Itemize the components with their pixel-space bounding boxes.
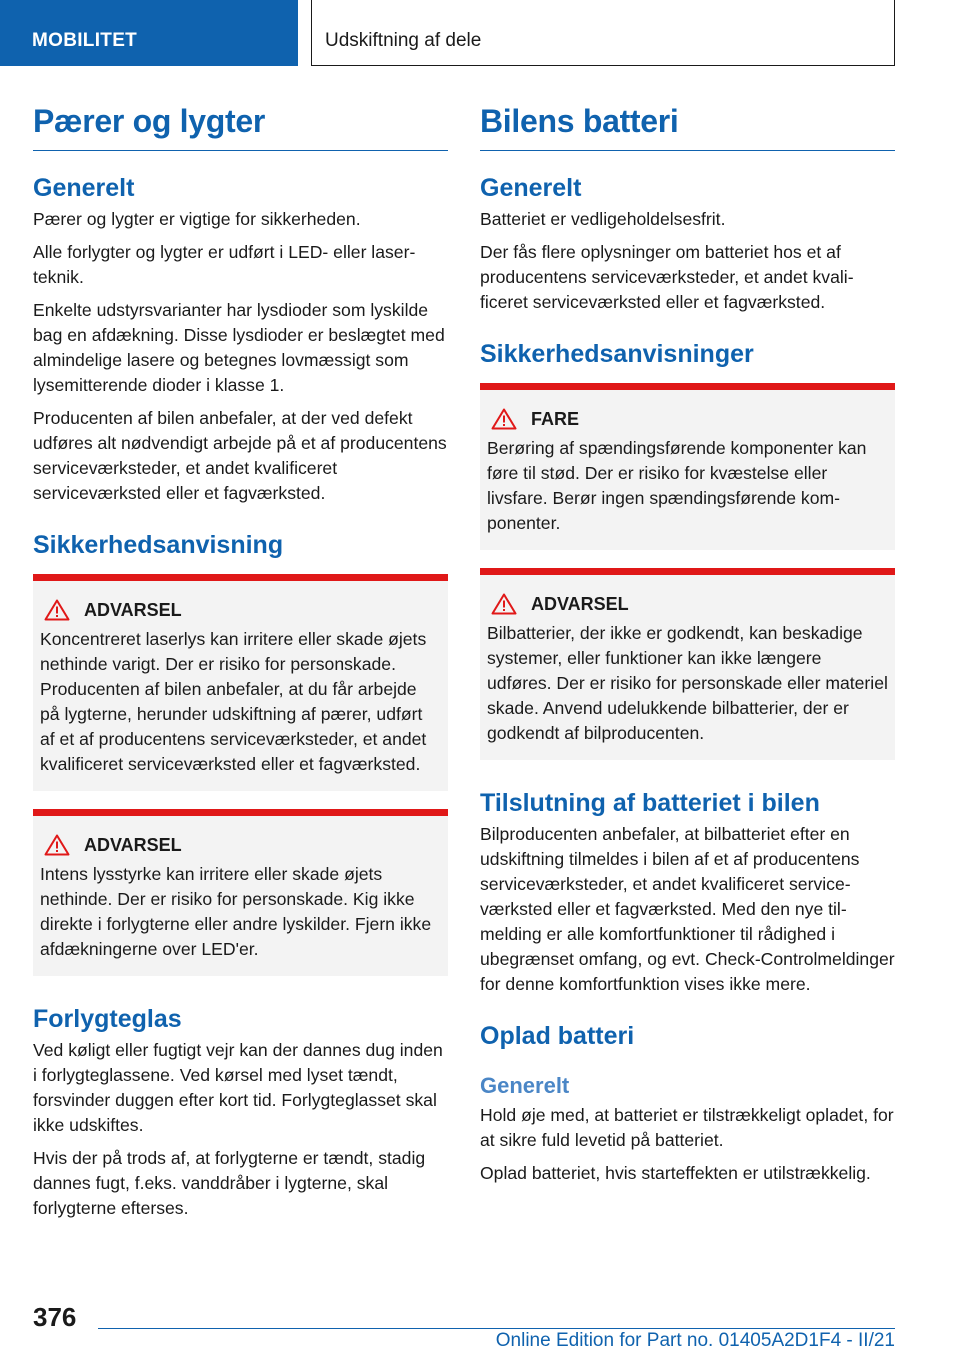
page-number: 376 [33, 1302, 77, 1332]
footer-divider [98, 1328, 895, 1329]
warning-title-text: ADVARSEL [531, 593, 629, 614]
section-label: MOBILITET [32, 30, 138, 51]
heading-battery-connection: Tilslutning af batteriet i bilen [480, 789, 820, 817]
paragraph: Der fås flere oplysninger om batteriet hos et af producentens serviceværksteder, et andet kvalificeret serviceværksted eller et fagværksted. [480, 242, 854, 312]
left-column [33, 103, 448, 1229]
chapter-label: Udskiftning af dele [325, 30, 482, 51]
footer-edition: Online Edition for Part no. 01405A2D1F4 - II/21 [495, 1330, 895, 1351]
paragraph: Ved køligt eller fugtigt vejr kan der dannes dug inden i forlygteglassene. Ved kørsel med lyset tændt, forsvinder duggen efter kort tid. Forlygteglasset skal ikke udskiftes. [33, 1040, 443, 1135]
heading-general: Generelt [33, 174, 135, 202]
danger-text: Berøring af spændingsførende komponenter kan føre til stød. Der er risiko for kvæstelse eller livsfare. Berør ingen spændingsførende komponenter. [487, 438, 867, 533]
heading-general: Generelt [480, 174, 582, 202]
danger-title [487, 408, 888, 430]
heading-safety: Sikkerhedsanvisninger [480, 340, 754, 368]
warning-triangle-icon [44, 599, 70, 621]
section-title-battery: Bilens batteri [480, 103, 895, 151]
heading-headlight-glass: Forlygteglas [33, 1005, 182, 1033]
heading-safety: Sikkerhedsanvisning [33, 531, 284, 559]
warning-title-text: ADVARSEL [84, 599, 182, 620]
warning-triangle-icon [44, 834, 70, 856]
warning-title-text: ADVARSEL [84, 834, 182, 855]
right-column [480, 103, 895, 1194]
subheading-general: Generelt [480, 1073, 570, 1098]
warning-box [33, 574, 448, 791]
paragraph: Bilproducenten anbefaler, at bilbatteriet efter en udskiftning tilmeldes i bilen af et af producentens serviceværksteder, et andet kvalificeret serviceværksted eller et fagværksted. Med den nye tilmelding er alle komfortfunktioner til rådighed i ubegrænset omfang, og evt. Check-Controlmeldinger for denne komfortfunktion vises ikke mere. [480, 824, 895, 994]
warning-triangle-icon [491, 593, 517, 615]
warning-triangle-icon [491, 408, 517, 430]
danger-box [480, 383, 895, 550]
paragraph: Oplad batteriet, hvis starteffekten er utilstrækkelig. [480, 1163, 871, 1183]
warning-text: Intens lysstyrke kan irritere eller skade øjets nethinde. Der er risiko for personskade. Kig ikke direkte i forlygterne eller andre lyskilder. Fjern ikke afdækningerne over LED'er. [40, 864, 432, 959]
paragraph: Pærer og lygter er vigtige for sikkerheden. [33, 209, 361, 229]
paragraph: Hold øje med, at batteriet er tilstrækkeligt opladet, for at sikre fuld levetid på batteriet. [480, 1105, 894, 1150]
warning-text: Bilbatterier, der ikke er godkendt, kan beskadige systemer, eller funktioner kan ikke længere udføres. Der er risiko for personskade eller materiel skade. Anvend udelukkende bilbatterier, der er godkendt af bilproducenten. [487, 623, 888, 743]
paragraph: Producenten af bilen anbefaler, at der ved defekt udføres alt nødvendigt arbejde på et af producentens serviceværksteder, et andet kvalificeret serviceværksted eller et fagværksted. [33, 408, 447, 503]
paragraph: Alle forlygter og lygter er udført i LED- eller laserteknik. [33, 242, 416, 287]
warning-box [480, 568, 895, 760]
warning-title [487, 593, 888, 615]
warning-text: Koncentreret laserlys kan irritere eller skade øjets nethinde varigt. Der er risiko for personskade. Producenten af bilen anbefaler, at du får arbejde på lygterne, herunder udskiftning af pærer, udført af et af producentens serviceværksteder, et andet kvalificeret serviceværksted eller et fagværksted. [40, 629, 427, 774]
danger-title-text: FARE [531, 408, 580, 429]
paragraph: Batteriet er vedligeholdelsesfrit. [480, 209, 726, 229]
chapter-tab [311, 0, 895, 66]
warning-title [40, 834, 441, 856]
paragraph: Hvis der på trods af, at forlygterne er tændt, stadig dannes fugt, f.eks. vanddråber i lygterne, skal forlygterne efterses. [33, 1148, 426, 1218]
section-tab [0, 0, 298, 66]
warning-box [33, 809, 448, 976]
paragraph: Enkelte udstyrsvarianter har lysdioder som lyskilde bag en afdækning. Disse lysdioder er beslægtet med almindelige lasere og betegnes lovmæssigt som lysemitterende dioder i klasse 1. [33, 300, 445, 395]
section-title-lights: Pærer og lygter [33, 103, 448, 151]
heading-charge-battery: Oplad batteri [480, 1022, 635, 1050]
warning-title [40, 599, 441, 621]
